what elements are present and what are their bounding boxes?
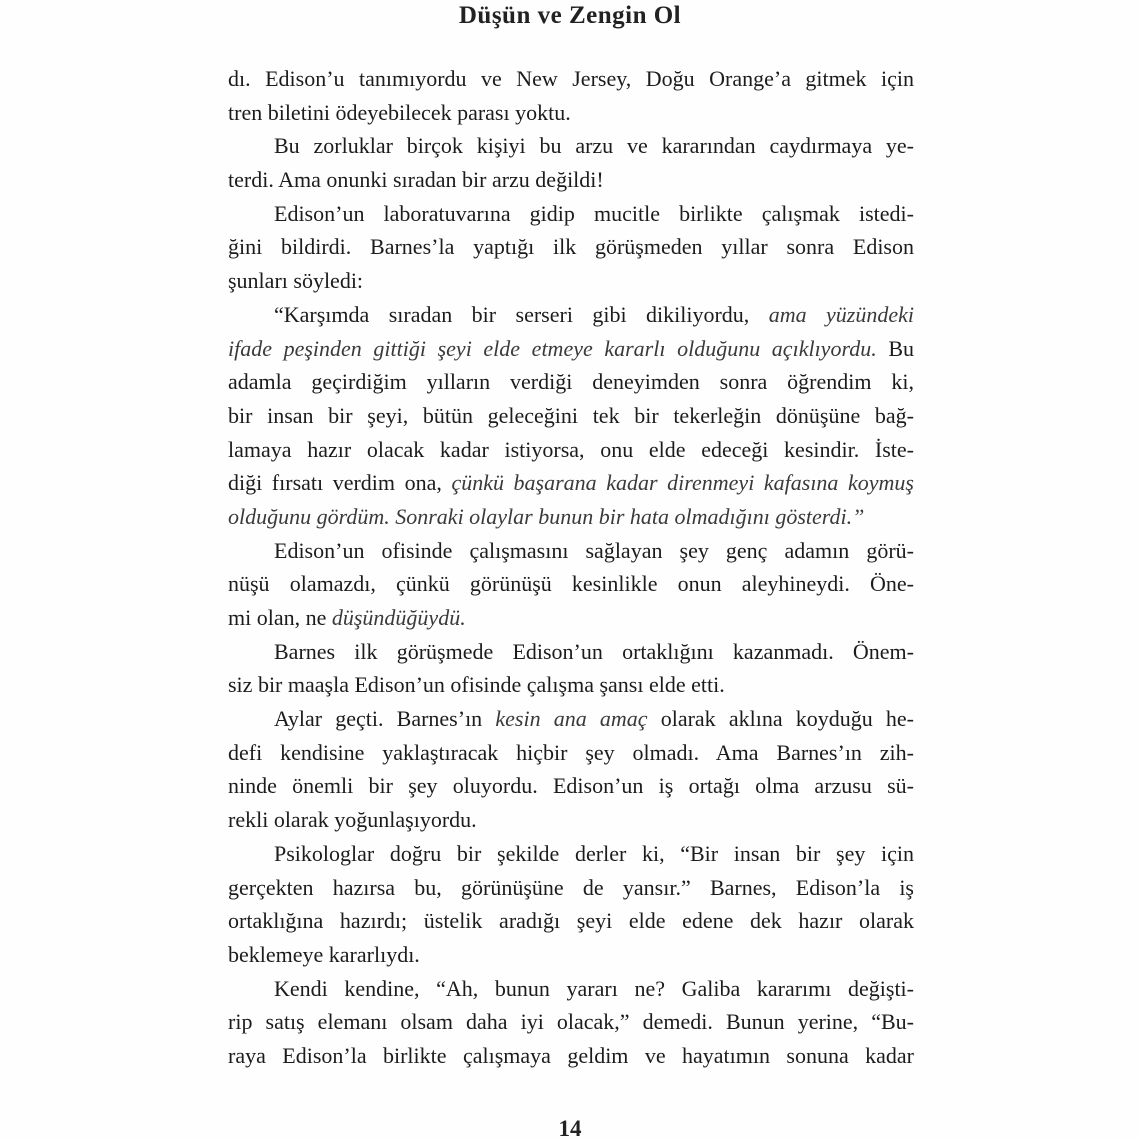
text-line [228,500,914,534]
text-line: adamla geçirdiğim yılların verdiği deneyimden sonra öğrendim ki, [228,369,914,395]
text-line: rekli olarak yoğunlaşıyordu. [228,807,477,833]
text-line: lamaya hazır olacak kadar istiyorsa, onu elde edeceği kesindir. İste- [228,436,914,462]
text-line: Psikologlar doğru bir şekilde derler ki, “Bir insan bir şey için [274,840,914,866]
text-line: nüşü olamazdı, çünkü görünüşü kesinlikle onun aleyhineydi. Öne- [228,571,914,597]
text-line: bir insan bir şeyi, bütün geleceğini tek bir tekerleğin dönüşüne bağ- [228,402,914,428]
text-line: Edison’un ofisinde çalışmasını sağlayan şey genç adamın görü- [274,537,914,563]
body-text [228,62,914,1073]
text-line: raya Edison’la birlikte çalışmaya geldim ve hayatımın sonuna kadar [228,1042,914,1068]
italic-text: çünkü başarana kadar direnmeyi kafasına koymuş [451,470,914,496]
text-line: rip satış elemanı olsam daha iyi olacak,” demedi. Bunun yerine, “Bu- [228,1009,914,1035]
text-line: Edison’un laboratuvarına gidip mucitle birlikte çalışmak istedi- [274,200,914,226]
italic-text: ifade peşinden gittiği şeyi elde etmeye kararlı olduğunu açıklıyordu. [228,335,877,361]
text-line: siz bir maaşla Edison’un ofisinde çalışma şansı elde etti. [228,672,725,698]
text-line: şunları söyledi: [228,268,364,294]
text-line: ifade peşinden gittiği şeyi elde etmeye kararlı olduğunu açıklıyordu. Bu [228,335,914,361]
text-line: ortaklığına hazırdı; üstelik aradığı şeyi elde edene dek hazır olarak [228,908,914,934]
italic-text: ama yüzündeki [768,301,914,327]
italic-text: kesin ana amaç [495,706,648,732]
text-line: beklemeye kararlıydı. [228,941,420,967]
italic-text: düşündüğüydü. [331,605,466,630]
text-line: terdi. Ama onunki sıradan bir arzu değildi! [228,167,604,193]
text-line: ğini bildirdi. Barnes’la yaptığı ilk görüşmeden yıllar sonra Edison [228,234,914,260]
text-line: defi kendisine yaklaştıracak hiçbir şey olmadı. Ama Barnes’ın zih- [228,739,914,765]
text-line: gerçekten hazırsa bu, görünüşüne de yansır.” Barnes, Edison’la iş [228,874,914,900]
running-head: Düşün ve Zengin Ol [458,2,682,29]
page-number: 14 [558,1116,582,1141]
text-line: Kendi kendine, “Ah, bunun yararı ne? Galiba kararımı değişti- [274,975,914,1001]
text-line: ninde önemli bir şey oluyordu. Edison’un iş ortağı olma arzusu sü- [228,773,914,799]
italic-text: olduğunu gördüm. Sonraki olaylar bunun bir hata olmadığını gösterdi.” [228,503,865,529]
text-line: “Karşımda sıradan bir serseri gibi dikiliyordu, ama yüzündeki [274,301,914,327]
text-line: mi olan, ne düşündüğüydü. [228,605,466,630]
text-line: dı. Edison’u tanımıyordu ve New Jersey, Doğu Orange’a gitmek için [228,66,914,91]
text-line: Barnes ilk görüşmede Edison’un ortaklığını kazanmadı. Önem- [274,638,914,664]
text-line: tren biletini ödeyebilecek parası yoktu. [228,99,571,125]
text-line: diği fırsatı verdim ona, çünkü başarana kadar direnmeyi kafasına koymuş [228,470,914,496]
text-line: Bu zorluklar birçok kişiyi bu arzu ve kararından caydırmaya ye- [274,133,914,159]
text-line: Aylar geçti. Barnes’ın kesin ana amaç olarak aklına koyduğu he- [274,706,915,732]
